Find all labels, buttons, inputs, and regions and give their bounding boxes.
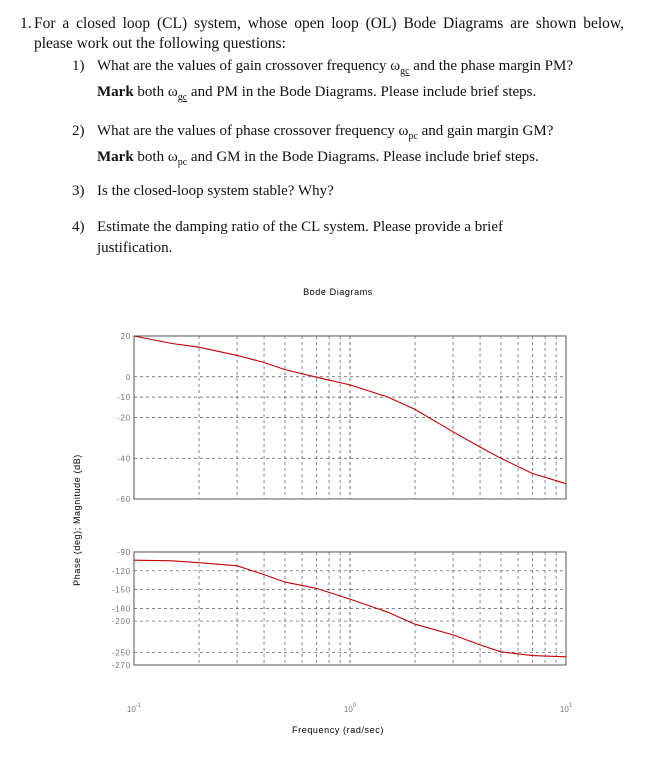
phase-y-tick-label: -90 (117, 548, 131, 557)
sub-question-2-line2: Mark both $\omega_{pc}$ and GM in the Bode Diagrams. Please include brief steps. (97, 149, 539, 168)
question-number: 1. (20, 15, 32, 32)
x-tick-labels (127, 703, 573, 714)
sub-question-2-line1: What are the values of phase crossover frequency $\omega_{pc}$ and gain margin GM? (97, 123, 554, 142)
sub-question-1-line1: What are the values of gain crossover frequency $\omega_{gc}$ and the phase margin PM? (97, 58, 573, 77)
sub-question-3-text: Is the closed-loop system stable? Why? (97, 183, 334, 199)
question-intro-text: For a closed loop (CL) system, whose open loop (OL) Bode Diagrams are shown below, please work out the following questions: (34, 15, 624, 52)
omega-pc-symbol: $\omega_{pc}$ (398, 123, 418, 142)
phase-y-tick-label: -150 (111, 585, 131, 595)
magnitude-y-tick-label: 0 (125, 372, 131, 382)
magnitude-y-tick-label: -20 (117, 413, 131, 423)
omega-pc-symbol: $\omega_{pc}$ (167, 149, 188, 168)
phase-y-tick-label: -120 (111, 566, 131, 576)
phase-y-tick-label: -270 (111, 661, 131, 670)
omega-gc-symbol: $\omega_{gc}$ (390, 58, 410, 77)
phase-y-tick-label: -250 (111, 648, 131, 658)
sub-question-1-line2: Mark both $\omega_{gc}$ and PM in the Bode Diagrams. Please include brief steps. (97, 84, 537, 103)
x-tick-label: $10^0$ (343, 703, 357, 714)
sub-question-number: 1) (72, 58, 85, 74)
phase-y-tick-label: -180 (111, 604, 131, 614)
sub-question-4-text: Estimate the damping ratio of the CL system. Please provide a brief justification. (97, 219, 504, 256)
magnitude-y-tick-label: 20 (120, 332, 131, 341)
sub-question-number: 3) (72, 183, 85, 199)
magnitude-y-tick-label: -10 (117, 393, 131, 403)
magnitude-y-tick-label: -60 (117, 495, 131, 504)
phase-y-tick-label: -200 (111, 617, 131, 627)
magnitude-panel (117, 332, 566, 504)
x-tick-label: $10^1$ (559, 703, 573, 714)
y-axis-label: Phase (deg); Magnitude (dB) (72, 454, 82, 586)
chart-panels (112, 332, 566, 670)
phase-panel (112, 548, 566, 670)
sub-question-number: 2) (72, 123, 85, 139)
x-axis-label: Frequency (rad/sec) (292, 725, 384, 735)
omega-gc-symbol: $\omega_{gc}$ (167, 84, 188, 103)
x-tick-label: $10^{-1}$ (126, 703, 142, 714)
chart-title: Bode Diagrams (303, 287, 373, 297)
sub-question-number: 4) (72, 219, 85, 235)
magnitude-y-tick-label: -40 (117, 454, 131, 464)
